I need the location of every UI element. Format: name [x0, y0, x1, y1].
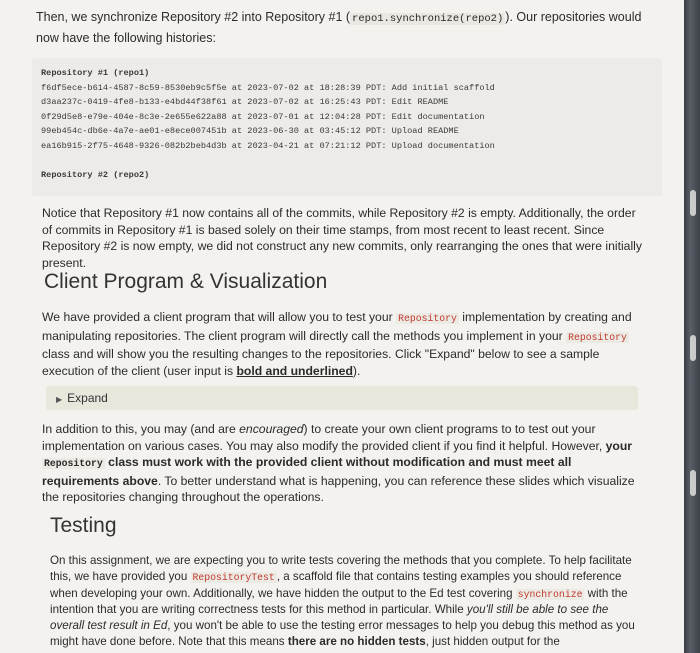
triangle-right-icon: ▶ — [56, 395, 63, 404]
client-paragraph-2 — [42, 421, 642, 506]
client-heading: Client Program & Visualization — [44, 270, 328, 293]
background-shape — [690, 335, 696, 361]
bold-text: your — [605, 438, 633, 453]
testing-p-e: , just hidden output for the — [425, 634, 560, 648]
client-paragraph — [42, 309, 642, 379]
client-p2-b: ) to create your own client programs to to test out your implementation on various cases. You may also modify the provided client if you find it helpful. However, — [42, 422, 606, 453]
testing-paragraph — [50, 553, 635, 650]
background-shape — [690, 190, 696, 216]
expand-toggle[interactable] — [46, 386, 638, 410]
commit-line: 0f29d5e8-e79e-404e-8c3e-2e655e622a88 at 2023-07-01 at 12:04:28 PDT: Edit documentation — [41, 111, 485, 122]
commit-line: d3aa237c-0419-4fe8-b133-e4bd44f38f61 at 2023-07-02 at 16:25:43 PDT: Edit README — [41, 97, 449, 107]
commit-line: f6df5ece-b614-4587-8c59-8530eb9c5f5e at 2023-07-02 at 18:28:39 PDT: Add initial scaffold — [41, 82, 495, 93]
code-synchronize: synchronize — [517, 588, 583, 600]
client-p1-d: ). — [352, 363, 361, 378]
repository-history-block — [32, 58, 662, 196]
notice-paragraph: Notice that Repository #1 now contains all of the commits, while Repository #2 is empty. Additionally, the order of commits in Repository #1 is based solely on their time stamps, from most recent to least recent. Since Repository #2 is now empty, we did not construct any new commits, only rearranging the ones that were initially present. — [42, 206, 642, 270]
code-repository: Repository — [398, 313, 457, 324]
emphasis-text: you'll still be able to see the overall test result in Ed — [50, 603, 609, 633]
code-repository: Repository — [568, 331, 627, 343]
commit-line: ea16b915-2f75-4648-9326-082b2beb4d3b at 2023-04-21 at 07:21:12 PDT: Upload documentation — [41, 140, 495, 151]
repo1-header: Repository #1 (repo1) — [41, 68, 150, 78]
testing-p-a: On this assignment, we are expecting you to write tests covering the methods that you complete. To help facilitate this, we have provided you — [50, 554, 632, 583]
bold-requirement: class must work with the provided client without modification and must meet all requirements above — [42, 455, 572, 488]
testing-p-c: with the intention that you are writing correctness tests for this method in particular. While — [50, 586, 628, 617]
intro-text-end: ). Our repositories would now have the following histories: — [36, 10, 642, 45]
background-edge — [684, 0, 700, 653]
repo2-header: Repository #2 (repo2) — [41, 169, 150, 180]
commit-line: 99eb454c-db6e-4a7e-ae01-e8ece007451b at 2023-06-30 at 03:45:12 PDT: Upload README — [41, 126, 459, 136]
code-repositorytest: RepositoryTest — [192, 571, 275, 583]
testing-p-d: , you won't be able to use the testing error messages to help you debug this method as you might have done before. Note that this means — [50, 619, 635, 648]
intro-code: repo1.synchronize(repo2) — [352, 13, 504, 25]
client-p2-c: . To better understand what is happening, you can reference these slides which visualize the repositories changing throughout the operations. — [42, 473, 635, 504]
client-p1-b: implementation by creating and manipulating repositories. The client program will directly call the methods you implement in your — [42, 310, 632, 343]
background-shape — [690, 470, 696, 496]
client-p2-a: In addition to this, you may (and are — [42, 422, 240, 436]
bold-text: there are no hidden tests — [287, 634, 426, 648]
code-repository: Repository — [44, 458, 103, 469]
expand-label: Expand — [67, 391, 108, 405]
intro-text: Then, we synchronize Repository #2 into Repository #1 ( — [36, 10, 351, 24]
testing-p-b: , a scaffold file that contains testing examples you should reference when developing your own. Additionally, we have hidden the output to the Ed test covering — [50, 569, 622, 600]
client-p1-a: We have provided a client program that will allow you to test your — [42, 310, 397, 324]
intro-paragraph — [36, 8, 656, 48]
client-p1-c: class and will show you the resulting changes to the repositories. Click "Expand" below to see a sample execution of the client (user input is — [42, 347, 600, 378]
bold-underlined-text: bold and underlined — [236, 363, 353, 378]
emphasis-text: encouraged — [239, 422, 304, 436]
testing-heading: Testing — [50, 514, 117, 537]
